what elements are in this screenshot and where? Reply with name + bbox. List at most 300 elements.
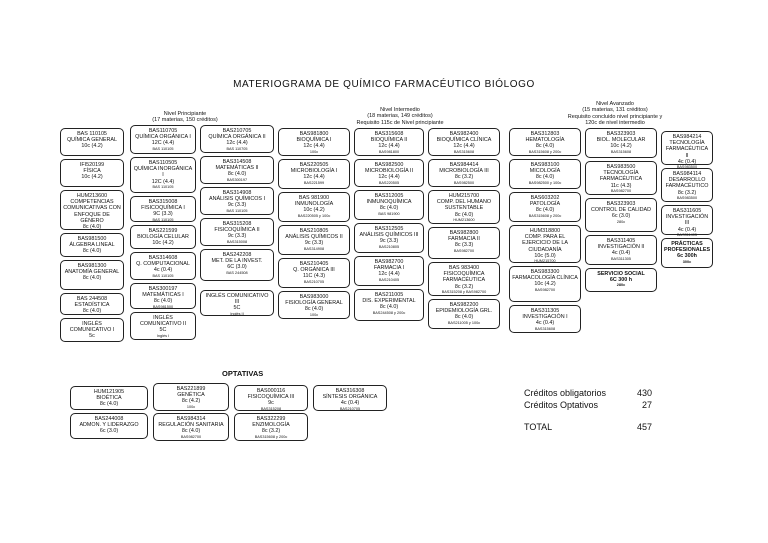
course-box <box>585 198 657 232</box>
course-prereq: BAS210705 <box>303 279 325 284</box>
course-credits: 4c (0.4) <box>535 320 555 327</box>
course-box <box>585 268 657 292</box>
course-name: INMUNOQUÍMICA <box>366 199 412 206</box>
course-prereq: 100c <box>309 149 319 154</box>
course-prereq: BAS982700 <box>610 188 632 193</box>
course-box <box>60 233 124 257</box>
course-credits: 12c (4.4) <box>378 143 400 150</box>
course-credits: 6c (3.0) <box>99 428 119 435</box>
course-credits: 4c (0.4) <box>153 267 173 274</box>
course-prereq: BAS315608 y 200c <box>528 213 562 218</box>
course-box <box>585 128 657 158</box>
course-credits: 4c (0.4) <box>340 400 360 407</box>
course-prereq: BAS221599 <box>303 180 325 185</box>
column-5 <box>354 128 424 321</box>
column-9 <box>661 131 713 268</box>
course-credits: 8c (4.2) <box>181 398 201 405</box>
course-code: IFI520199 <box>79 162 105 168</box>
course-credits: 8c (4.0) <box>99 401 119 408</box>
course-name: INVESTIGACIÓN II <box>597 244 645 251</box>
course-box <box>200 249 274 281</box>
course-code: BAS220505 <box>299 162 329 168</box>
course-box <box>428 262 500 296</box>
optativa-box <box>153 413 229 441</box>
optativa-box <box>313 385 387 411</box>
course-box <box>278 128 350 156</box>
course-name: ANÁLISIS QUÍMICOS III <box>359 232 419 239</box>
course-box <box>60 159 124 187</box>
course-name: Q. COMPUTACIONAL <box>136 261 190 268</box>
course-name: INGLÉS COMUNICATIVO II <box>139 315 187 328</box>
level-name: Nivel Avanzado <box>596 101 634 107</box>
optativa-box <box>70 386 148 410</box>
course-prereq: BAS315208 <box>260 406 282 411</box>
course-code: BAS 110105 <box>77 131 107 137</box>
course-box <box>354 256 424 286</box>
course-name: TECNOLOGÍA FARMACÉUTICA II <box>665 140 709 159</box>
course-credits: 10c (5.0) <box>534 252 556 259</box>
course-code: BAS982200 <box>449 302 479 308</box>
course-box <box>278 192 350 222</box>
course-box <box>428 159 500 187</box>
course-credits: 9c <box>268 400 274 407</box>
course-name: QUÍMICA ORGÁNICA II <box>208 134 266 141</box>
course-credits: 12C (4.4) <box>151 178 175 185</box>
optativa-box <box>153 383 229 411</box>
course-prereq: BAS315608 y 200c <box>254 434 288 439</box>
course-code: BAS242208 <box>222 252 252 258</box>
course-credits: 8c (4.0) <box>82 275 102 282</box>
course-box <box>509 192 581 222</box>
course-code: BAS312505 <box>374 226 404 232</box>
course-code: BAS981500 <box>77 236 107 242</box>
course-prereq: 300c <box>682 259 692 264</box>
course-box <box>200 187 274 215</box>
credits-value: 27 <box>641 400 652 410</box>
course-code: BAS315608 <box>374 131 404 137</box>
course-name: ÁLGEBRA LINEAL <box>69 242 115 249</box>
course-credits: 4c (0.4) <box>677 158 697 165</box>
credits-row <box>524 400 652 410</box>
course-box <box>200 290 274 316</box>
course-box <box>428 299 500 329</box>
course-name: Q. ORGÁNICA III <box>293 267 335 274</box>
course-code: BAS981800 <box>299 131 329 137</box>
course-credits: 8c (3.3) <box>454 242 474 249</box>
course-name: ENZIMOLOGÍA <box>252 422 290 429</box>
course-credits: 6C (3.0) <box>227 264 247 271</box>
course-prereq: BAS210705 <box>339 406 361 411</box>
course-box <box>60 293 124 315</box>
course-name: INVESTIGACIÓN I <box>522 314 568 321</box>
level-principiante-label <box>130 111 240 124</box>
course-code: BAS983500 <box>606 164 636 170</box>
course-box <box>661 168 713 202</box>
course-name: BIOQUÍMICA II <box>370 137 408 144</box>
course-code: BAS315208 <box>222 221 252 227</box>
course-prereq: BAS 110105 <box>152 217 174 222</box>
course-box <box>60 190 124 230</box>
course-box <box>130 312 196 340</box>
course-name: TECNOLOGÍA FARMACÉUTICA <box>599 170 643 183</box>
course-name: INVESTIGACIÓN III <box>665 214 709 227</box>
course-prereq: BAS 110105 <box>226 208 248 213</box>
course-box <box>354 223 424 253</box>
column-7 <box>509 128 581 333</box>
course-box <box>428 227 500 259</box>
course-credits: 6c 300h <box>677 253 697 260</box>
course-code: BAS221899 <box>176 386 206 392</box>
course-credits: 8c (4.0) <box>82 224 102 231</box>
course-name: BIOLOGÍA CELULAR <box>137 234 189 241</box>
level-requirement: Requisito 115c de Nivel principiante <box>356 119 444 126</box>
course-box <box>509 266 581 302</box>
course-prereq: 280c <box>616 219 626 224</box>
course-prereq: BAS 981900 <box>378 211 400 216</box>
course-name: QUÍMICA ORGÁNICA I <box>135 134 191 141</box>
column-2 <box>130 125 196 340</box>
course-credits: 10c (4.2) <box>152 240 174 247</box>
course-credits: 8c (4.0) <box>181 428 201 435</box>
course-box <box>60 318 124 342</box>
course-name: COMPETENCIAS COMUNICATIVAS CON ENFOQUE DE GÉNERO <box>63 199 121 224</box>
course-prereq: BAS 110105 <box>152 184 174 189</box>
course-box <box>130 283 196 309</box>
course-prereq: BAS981500 <box>152 304 174 309</box>
course-name: MATEMÁTICAS II <box>215 165 259 172</box>
course-name: ANÁLISIS QUÍMICOS II <box>285 234 343 241</box>
course-box <box>661 131 713 165</box>
course-name: QUÍMICA INORGÁNICA I <box>133 166 193 179</box>
column-8 <box>585 128 657 292</box>
level-name: Nivel Intermedio <box>380 107 420 113</box>
course-code: HUM213600 <box>76 193 108 199</box>
course-name: SERVICIO SOCIAL <box>597 271 645 277</box>
course-prereq: BAS311305 <box>611 256 631 261</box>
course-box <box>278 291 350 319</box>
course-code: BAS244008 <box>94 416 124 422</box>
course-prereq: Inglés II <box>230 311 244 316</box>
course-box <box>509 305 581 333</box>
course-box <box>130 157 196 193</box>
course-credits: 12c (4.4) <box>303 143 325 150</box>
course-box <box>60 128 124 156</box>
course-code: BAS982400 <box>449 131 479 137</box>
course-prereq: HUM215700 <box>534 259 556 264</box>
course-name: FISICOQUÍMICA FARMACÉUTICA <box>442 271 486 284</box>
course-name: FISICOQUÍMICA I <box>141 205 185 212</box>
course-prereq: BAS315608 <box>453 149 475 154</box>
course-code: BAS983000 <box>299 294 329 300</box>
course-prereq: BAS315608 y 200c <box>528 149 562 154</box>
course-box <box>130 252 196 280</box>
course-box <box>200 125 274 153</box>
course-prereq: BAS982500 <box>453 180 475 185</box>
course-prereq: BAS211005 y 100c <box>447 320 481 325</box>
course-credits: 8c (4.0) <box>153 298 173 305</box>
course-box <box>509 225 581 263</box>
course-credits: 8c (4.0) <box>379 304 399 311</box>
course-box <box>278 225 350 255</box>
course-prereq: 100c <box>186 404 196 409</box>
course-credits: 8c (4.0) <box>304 306 324 313</box>
course-credits: 12C (4.4) <box>151 140 175 147</box>
course-credits: 11c (4.3) <box>610 182 632 189</box>
course-code: BAS314608 <box>148 255 178 261</box>
course-credits: 9c (3.3) <box>304 240 324 247</box>
column-3 <box>200 125 274 316</box>
course-credits: 6C 300 h <box>609 277 633 284</box>
course-credits: 8c (4.0) <box>379 205 399 212</box>
column-1 <box>60 128 124 342</box>
course-prereq: BAS311405 <box>677 232 697 237</box>
course-code: BAS 981900 <box>298 195 330 201</box>
course-code: HUM318800 <box>529 228 561 234</box>
course-credits: 8c (4.0) <box>454 314 474 321</box>
course-credits: 9c (3.3) <box>227 202 247 209</box>
course-name: MICROBIOLOGÍA II <box>365 168 413 175</box>
course-credits: 6c (3.0) <box>611 213 631 220</box>
course-box <box>428 128 500 156</box>
course-name: DESARROLLO FARMACÉUTICO <box>665 177 709 190</box>
course-box <box>278 258 350 288</box>
course-prereq: BAS982700 <box>534 287 556 292</box>
course-prereq: BAS210405 <box>378 277 400 282</box>
course-name: BIOL. MOLECULAR <box>596 137 646 144</box>
course-prereq: BAS210805 <box>378 244 400 249</box>
course-credits: 8c (4.0) <box>82 308 102 315</box>
course-code: BAS300197 <box>148 286 178 292</box>
credits-total-row <box>524 422 652 432</box>
course-prereq: HUM213600 <box>453 217 475 222</box>
course-credits: 12c (4.4) <box>226 140 248 147</box>
course-code: BAS210705 <box>222 128 252 134</box>
course-code: BAS984414 <box>449 162 479 168</box>
course-name: DIS. EXPERIMENTAL <box>362 298 416 305</box>
course-prereq: BAS315608 <box>534 326 556 331</box>
course-code: BAS982700 <box>374 259 404 265</box>
course-code: BAS983100 <box>530 162 560 168</box>
course-prereq: BAS315208 y BAS982700 <box>441 289 487 294</box>
course-credits: 10c (4.2) <box>81 174 103 181</box>
course-prereq: BAS 110105 <box>152 273 174 278</box>
column-6 <box>428 128 500 329</box>
level-avanzado-label <box>555 101 675 127</box>
course-name: FARMACIA I <box>373 265 405 272</box>
course-code: BAS221599 <box>148 228 178 234</box>
course-prereq: BAS220505 y 100c <box>297 213 331 218</box>
course-credits: 8c (4.0) <box>535 143 555 150</box>
course-box <box>278 159 350 189</box>
course-box <box>200 218 274 246</box>
course-name: MET. DE LA INVEST. <box>211 258 263 265</box>
course-credits: 8c (4.0) <box>535 207 555 214</box>
course-name: BIOQUÍMICA I <box>296 137 332 144</box>
course-name: FISICOQUÍMICA III <box>247 394 295 401</box>
course-code: BAS315008 <box>148 199 178 205</box>
course-box <box>60 260 124 290</box>
course-prereq: BAS 110705 <box>226 146 248 151</box>
course-code: BAS316308 <box>335 388 365 394</box>
course-credits: 12c (4.4) <box>378 174 400 181</box>
course-name: SÍNTESIS ORGÁNICA <box>322 394 378 401</box>
course-credits: 9c (3.3) <box>227 233 247 240</box>
course-credits: 4c (0.4) <box>677 226 697 233</box>
course-code: BAS323903 <box>606 131 636 137</box>
course-credits: 4c (0.4) <box>611 250 631 257</box>
course-name: ANÁLISIS QUÍMICOS I <box>208 196 265 203</box>
course-prereq: BAS244508 y 200c <box>372 310 406 315</box>
course-box <box>354 190 424 220</box>
level-detail: (15 materias, 131 créditos) <box>582 107 648 114</box>
course-name: BIOQUÍMICA CLÍNICA <box>436 137 492 144</box>
level-name: Nivel Principiante <box>163 111 207 117</box>
course-prereq: BAS982700 <box>453 248 475 253</box>
credits-summary <box>524 388 652 434</box>
course-code: BAS211005 <box>374 292 404 298</box>
course-code: BAS322299 <box>256 416 286 422</box>
course-name: BIOÉTICA <box>96 395 122 402</box>
course-box <box>661 238 713 268</box>
course-name: ESTADÍSTICA <box>74 302 110 309</box>
optativa-box <box>234 385 308 411</box>
level-requirement: 120c de nivel intermedio <box>585 120 645 127</box>
course-box <box>130 196 196 222</box>
level-detail: (18 materias, 149 créditos) <box>367 113 433 120</box>
course-name: INGLÉS COMUNICATIVO I <box>69 321 115 334</box>
course-name: FISICOQUÍMICA II <box>214 227 260 234</box>
course-name: FISIOLOGÍA GENERAL <box>285 300 343 307</box>
course-prereq: BAS315008 <box>226 239 248 244</box>
course-name: EPIDEMIOLOGÍA GRL. <box>435 308 493 315</box>
course-box <box>354 159 424 187</box>
course-prereq: BAS982700 <box>180 434 202 439</box>
course-code: BAS210405 <box>299 261 329 267</box>
course-code: BAS982800 <box>449 230 479 236</box>
course-box <box>200 156 274 184</box>
course-box <box>354 289 424 321</box>
course-credits: 9C (3.3) <box>153 211 173 218</box>
course-code: BAS981300 <box>77 263 107 269</box>
course-credits: 5C <box>159 327 167 334</box>
course-name: COMP. PARA EL EJERCICIO DE LA CIUDADANÍA <box>522 234 568 253</box>
course-credits: 10c (4.2) <box>534 281 556 288</box>
credits-total-value: 457 <box>636 422 652 432</box>
course-name: FÍSICA <box>83 168 101 175</box>
course-credits: 9c (3.3) <box>379 238 399 245</box>
level-detail: (17 materias, 150 créditos) <box>152 117 218 124</box>
course-name: GENÉTICA <box>177 392 205 399</box>
course-code: HUM121905 <box>93 389 125 395</box>
course-name: FARMACOLOGÍA CLÍNICA <box>512 275 578 282</box>
course-box <box>130 225 196 249</box>
course-name: PRÁCTICAS PROFESIONALES <box>664 241 711 254</box>
column-4 <box>278 128 350 319</box>
credits-total-label: TOTAL <box>524 422 553 432</box>
course-prereq: BAS300197 <box>226 177 248 182</box>
course-code: BAS312005 <box>374 193 404 199</box>
course-name: PATOLOGÍA <box>529 201 561 208</box>
course-prereq: 280c <box>616 283 626 288</box>
course-credits: 8c (4.0) <box>535 174 555 181</box>
course-credits: 11C (4.3) <box>302 273 326 280</box>
credits-label: Créditos Optativos <box>524 400 599 410</box>
course-code: BAS984114 <box>672 171 702 177</box>
course-code: BAS314908 <box>222 190 252 196</box>
course-credits: 5c <box>89 333 95 340</box>
course-box <box>509 128 581 156</box>
course-code: BAS984314 <box>176 416 206 422</box>
course-prereq: BAS315608 <box>610 149 632 154</box>
credits-label: Créditos obligatorios <box>524 388 607 398</box>
course-credits: 8c (4.0) <box>82 248 102 255</box>
course-credits: 8c (3.2) <box>454 174 474 181</box>
page-title: MATERIOGRAMA DE QUÍMICO FARMACÉUTICO BIÓLOGO <box>233 79 535 90</box>
course-code: BAS983300 <box>530 269 560 275</box>
course-credits: 5C <box>233 305 241 312</box>
course-code: BAS603202 <box>530 195 560 201</box>
credits-row <box>524 388 652 398</box>
course-credits: 10c (4.2) <box>81 143 103 150</box>
course-name: MATEMÁTICAS I <box>142 292 184 299</box>
course-box <box>585 161 657 195</box>
course-code: BAS311605 <box>672 208 702 214</box>
course-name: MICOLOGÍA <box>529 168 561 175</box>
course-name: INMUNOLOGÍA <box>294 201 334 208</box>
course-code: BAS311305 <box>530 308 560 314</box>
course-credits: 12c (4.4) <box>453 143 475 150</box>
course-credits: 12c (4.4) <box>303 174 325 181</box>
course-code: BAS110705 <box>148 128 178 134</box>
course-prereq: BAS 244508 <box>226 270 248 275</box>
course-name: HEMATOLOGÍA <box>525 137 565 144</box>
course-code: BAS311405 <box>606 238 636 244</box>
course-prereq: BAS314908 <box>303 246 325 251</box>
course-code: BAS 244508 <box>76 296 108 302</box>
course-code: BAS000116 <box>256 388 286 394</box>
course-box <box>509 159 581 189</box>
course-credits: 10c (4.2) <box>610 143 632 150</box>
course-prereq: BAS982500 y 100c <box>528 180 562 185</box>
course-credits: 10c (4.2) <box>303 207 325 214</box>
course-name: COMP. DEL HUMANO SUSTENTABLE <box>436 199 492 212</box>
course-name: FARMACIA II <box>448 236 480 243</box>
course-credits: 8c (4.0) <box>454 211 474 218</box>
course-prereq: Inglés I <box>156 333 170 338</box>
course-box <box>428 190 500 224</box>
course-name: REGULACIÓN SANITARIA <box>158 422 224 429</box>
course-name: MICROBIOLOGÍA I <box>290 168 338 175</box>
course-box <box>354 128 424 156</box>
course-prereq: BAS983500 <box>676 195 698 200</box>
course-prereq: BAS220505 <box>378 180 400 185</box>
course-name: MICROBIOLOGÍA III <box>439 168 489 175</box>
course-code: BAS210805 <box>299 228 329 234</box>
course-credits: 8c (3.2) <box>454 283 474 290</box>
course-name: CONTROL DE CALIDAD <box>590 207 651 214</box>
course-code: BAS982500 <box>374 162 404 168</box>
course-code: BAS110505 <box>148 160 178 166</box>
course-box <box>585 235 657 265</box>
level-requirement: Requisito concluido nivel principiante y <box>567 113 663 120</box>
course-credits: 8c (3.2) <box>677 189 697 196</box>
course-code: BAS312803 <box>530 131 560 137</box>
course-prereq: BAS 110105 <box>152 146 174 151</box>
course-name: ANATOMÍA GENERAL <box>64 269 120 276</box>
optativas-title: OPTATIVAS <box>222 369 264 378</box>
course-code: BAS 983400 <box>448 265 480 271</box>
optativa-box <box>234 413 308 441</box>
